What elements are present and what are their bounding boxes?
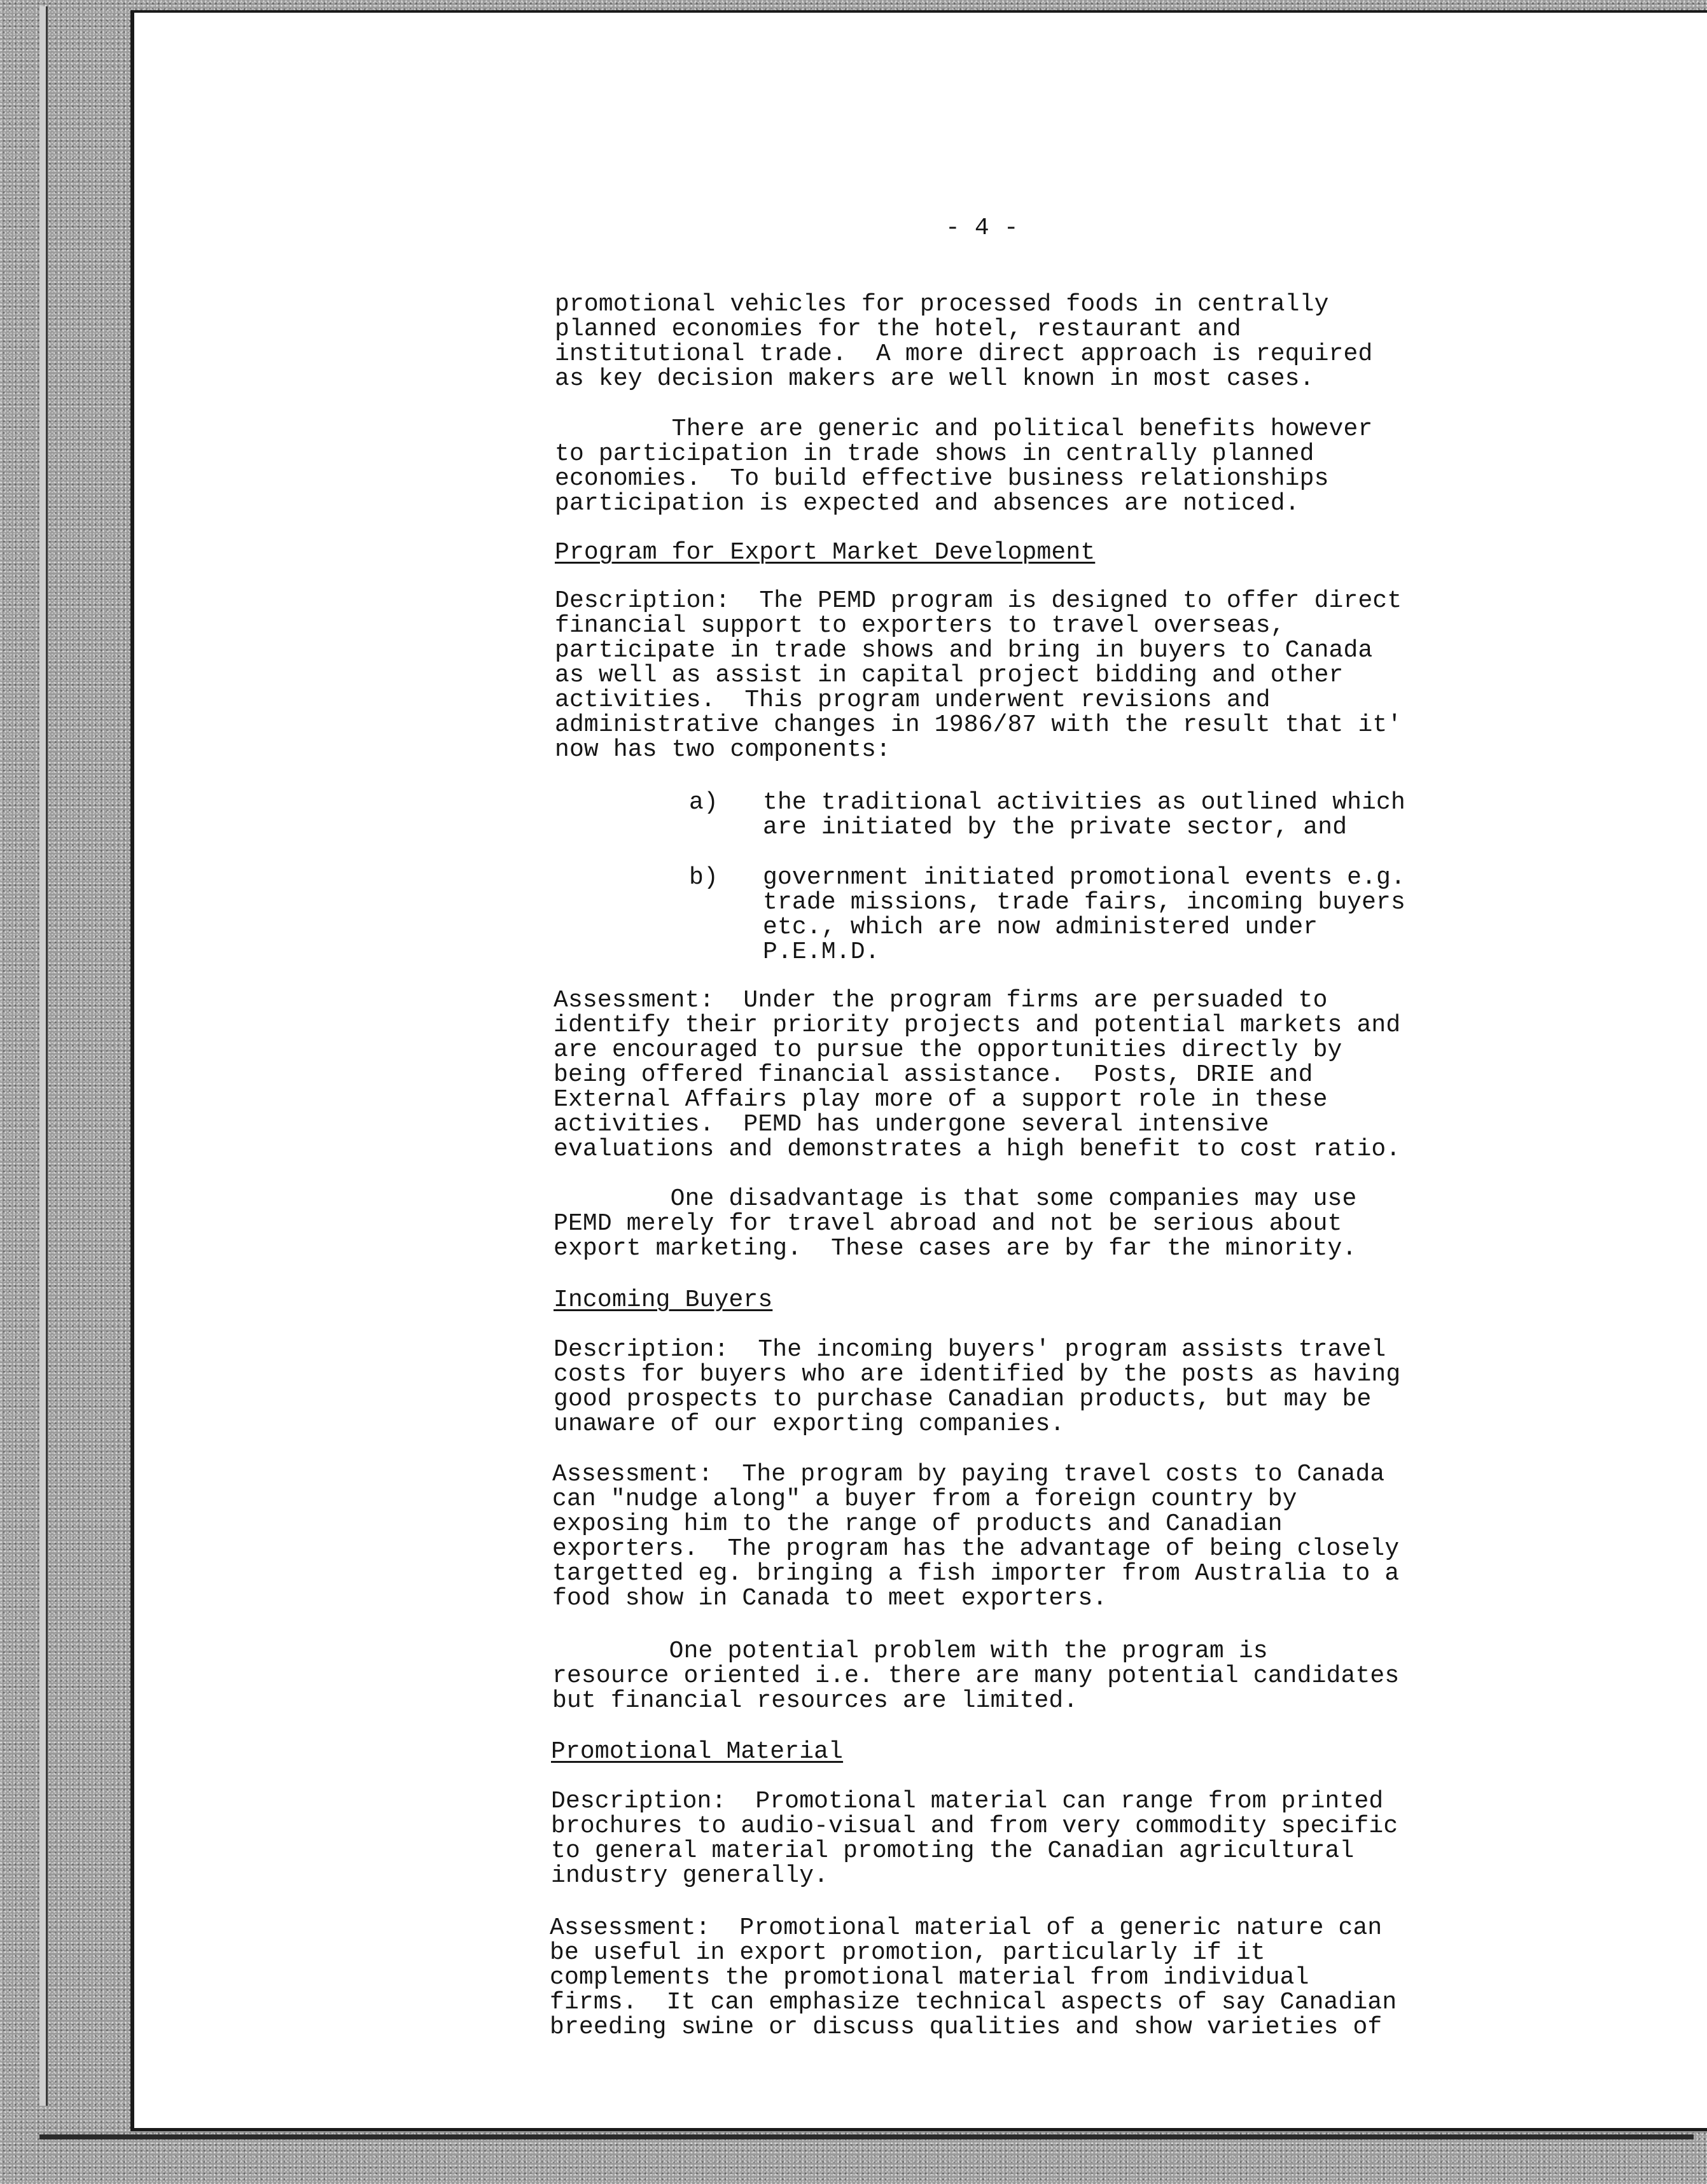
list-marker-b: b): [689, 864, 718, 891]
list-item-a: the traditional activities as outlined which are initiated by the private sector, and: [763, 789, 1405, 841]
paragraph-pemd-disadvantage: One disadvantage is that some companies may use PEMD merely for travel abroad and not be serious about export marketing. These cases are by far the minority.: [554, 1185, 1357, 1262]
page-stack-edge: [39, 6, 48, 2106]
page-number: - 4 -: [945, 214, 1019, 242]
paragraph-material-assessment: Assessment: Promotional material of a generic nature can be useful in export promotion, particularly if it complements the promotional material from individual firms. It can emphasize technical aspects of say Canadian breeding swine or discuss qualities and show varieties of: [550, 1914, 1397, 2041]
paragraph-intro: promotional vehicles for processed foods in centrally planned economies for the hotel, restaurant and institutional trade. A more direct approach is required as key decision makers are well known in most cases.: [555, 291, 1373, 393]
list-marker-a: a): [689, 789, 718, 816]
paragraph-buyers-assessment: Assessment: The program by paying travel costs to Canada can "nudge along" a buyer from a foreign country by exposing him to the range of products and Canadian exporters. The program has the advantage of being closely targetted eg. bringing a fish importer from Australia to a food show in Canada to meet exporters.: [552, 1461, 1400, 1612]
paragraph-buyers-problem: One potential problem with the program is resource oriented i.e. there are many potential candidates but financial resources are limited.: [552, 1638, 1400, 1715]
paragraph-generic-benefits: There are generic and political benefits however to participation in trade shows in centrally planned economies. To build effective business relationships participation is expected and absences are noticed.: [555, 415, 1373, 517]
paragraph-buyers-description: Description: The incoming buyers' program assists travel costs for buyers who are identified by the posts as having good prospects to purchase Canadian products, but may be unaware of our exporting companies.: [554, 1336, 1401, 1438]
paragraph-pemd-assessment: Assessment: Under the program firms are persuaded to identify their priority projects and potential markets and are encouraged to pursue the opportunities directly by being offered financial assistance. Posts, DRIE and External Affairs play more of a support role in these activities. PEMD has undergone several intensive evaluations and demonstrates a high benefit to cost ratio.: [554, 987, 1401, 1163]
page-stack-bottom-edge: [39, 2134, 1694, 2139]
heading-promotional-material: Promotional Material: [551, 1738, 844, 1765]
list-item-b: government initiated promotional events e.g. trade missions, trade fairs, incoming buyers etc., which are now administered under P.E.M.D.: [763, 864, 1405, 966]
heading-incoming-buyers: Incoming Buyers: [554, 1286, 773, 1314]
paragraph-pemd-description: Description: The PEMD program is designed to offer direct financial support to exporters to travel overseas, participate in trade shows and bring in buyers to Canada as well as assist in capital project bidding and other activities. This program underwent revisions and administrative changes in 1986/87 with the result that it' now has two components:: [555, 587, 1402, 763]
paragraph-material-description: Description: Promotional material can range from printed brochures to audio-visual and from very commodity specific to general material promoting the Canadian agricultural industry generally.: [551, 1788, 1398, 1889]
heading-pemd: Program for Export Market Development: [555, 539, 1096, 566]
